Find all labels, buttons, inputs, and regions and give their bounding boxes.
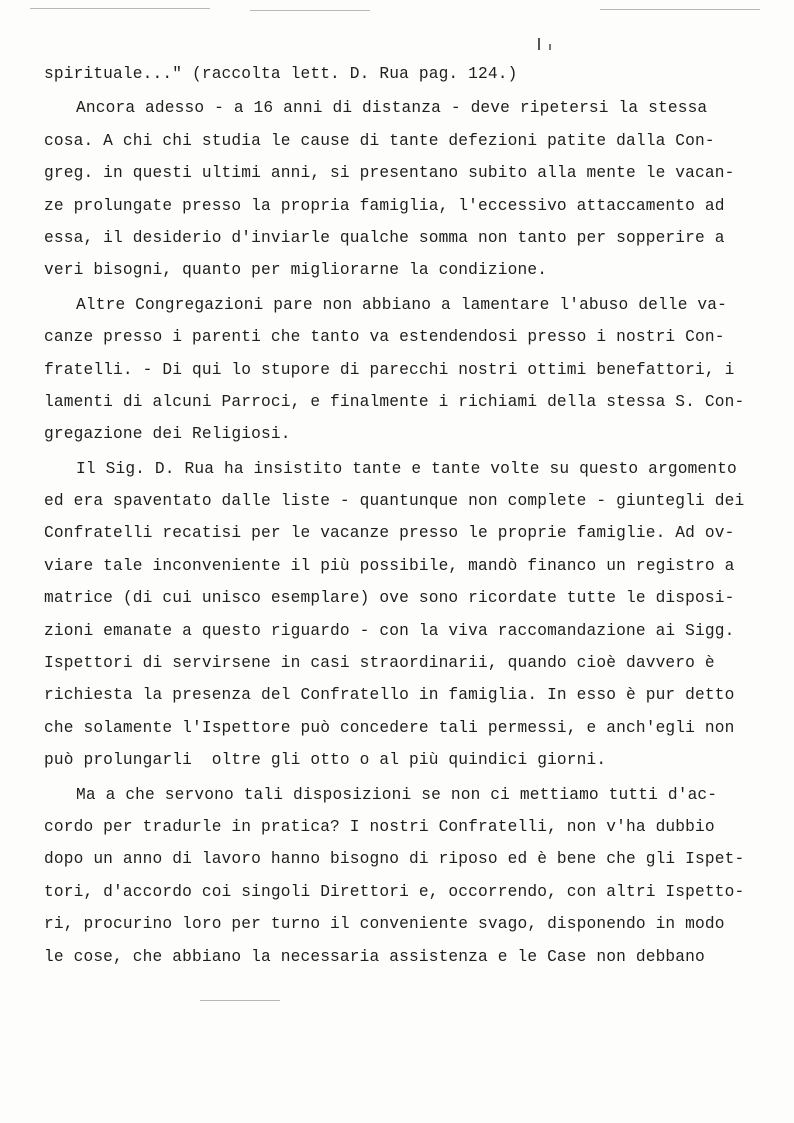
margin-dot-mark [549, 44, 551, 50]
text-line: ri, procurino loro per turno il conveniente svago, disponendo in modo [44, 915, 725, 934]
text-line: cordo per tradurle in pratica? I nostri Confratelli, non v'ha dubbio [44, 817, 715, 836]
text-line: spirituale..." (raccolta lett. D. Rua pag. 124.) [44, 65, 518, 83]
text-line: ed era spaventato dalle liste - quantunque non complete - giuntegli dei [44, 492, 745, 511]
text-line: può prolungarli oltre gli otto o al più quindici giorni. [44, 751, 607, 770]
text-line: canze presso i parenti che tanto va estendendosi presso i nostri Con- [44, 328, 725, 347]
text-line: viare tale inconveniente il più possibile, mandò financo un registro a [44, 556, 735, 575]
text-line: fratelli. - Di qui lo stupore di parecchi nostri ottimi benefattori, i [44, 360, 735, 379]
text-line: Ma a che servono tali disposizioni se non ci mettiamo tutti d'ac- [76, 785, 718, 804]
text-line: cosa. A chi chi studia le cause di tante defezioni patite dalla Con- [44, 131, 715, 150]
text-line: essa, il desiderio d'inviarle qualche somma non tanto per sopperire a [44, 228, 725, 247]
text-line: le cose, che abbiano la necessaria assistenza e le Case non debbano [44, 947, 705, 966]
typewritten-body [44, 58, 744, 973]
text-line: lamenti di alcuni Parroci, e finalmente i richiami della stessa S. Con- [44, 392, 745, 411]
scan-speck [200, 1000, 280, 1001]
text-line: gregazione dei Religiosi. [44, 425, 291, 444]
text-line: veri bisogni, quanto per migliorarne la condizione. [44, 261, 548, 280]
text-line: richiesta la presenza del Confratello in famiglia. In esso è pur detto [44, 686, 735, 705]
text-line: che solamente l'Ispettore può concedere tali permessi, e anch'egli non [44, 718, 735, 737]
text-line: tori, d'accordo coi singoli Direttori e, occorrendo, con altri Ispetto- [44, 882, 745, 901]
scan-speck [600, 9, 760, 10]
text-line: ze prolungate presso la propria famiglia, l'eccessivo attaccamento ad [44, 196, 725, 215]
text-line: Il Sig. D. Rua ha insistito tante e tante volte su questo argomento [76, 459, 737, 478]
text-line: dopo un anno di lavoro hanno bisogno di riposo ed è bene che gli Ispet- [44, 850, 745, 869]
text-line: greg. in questi ultimi anni, si presentano subito alla mente le vacan- [44, 164, 735, 183]
scan-speck [30, 8, 210, 9]
margin-tick-mark [538, 38, 540, 50]
text-line: Ispettori di servirsene in casi straordinarii, quando cioè davvero è [44, 654, 715, 673]
text-line: Ancora adesso - a 16 anni di distanza - deve ripetersi la stessa [76, 99, 708, 118]
text-line: zioni emanate a questo riguardo - con la viva raccomandazione ai Sigg. [44, 621, 735, 640]
text-line: Confratelli recatisi per le vacanze presso le proprie famiglie. Ad ov- [44, 524, 735, 543]
text-line: Altre Congregazioni pare non abbiano a lamentare l'abuso delle va- [76, 295, 728, 314]
text-line: matrice (di cui unisco esemplare) ove sono ricordate tutte le disposi- [44, 589, 735, 608]
scan-speck [250, 10, 370, 11]
